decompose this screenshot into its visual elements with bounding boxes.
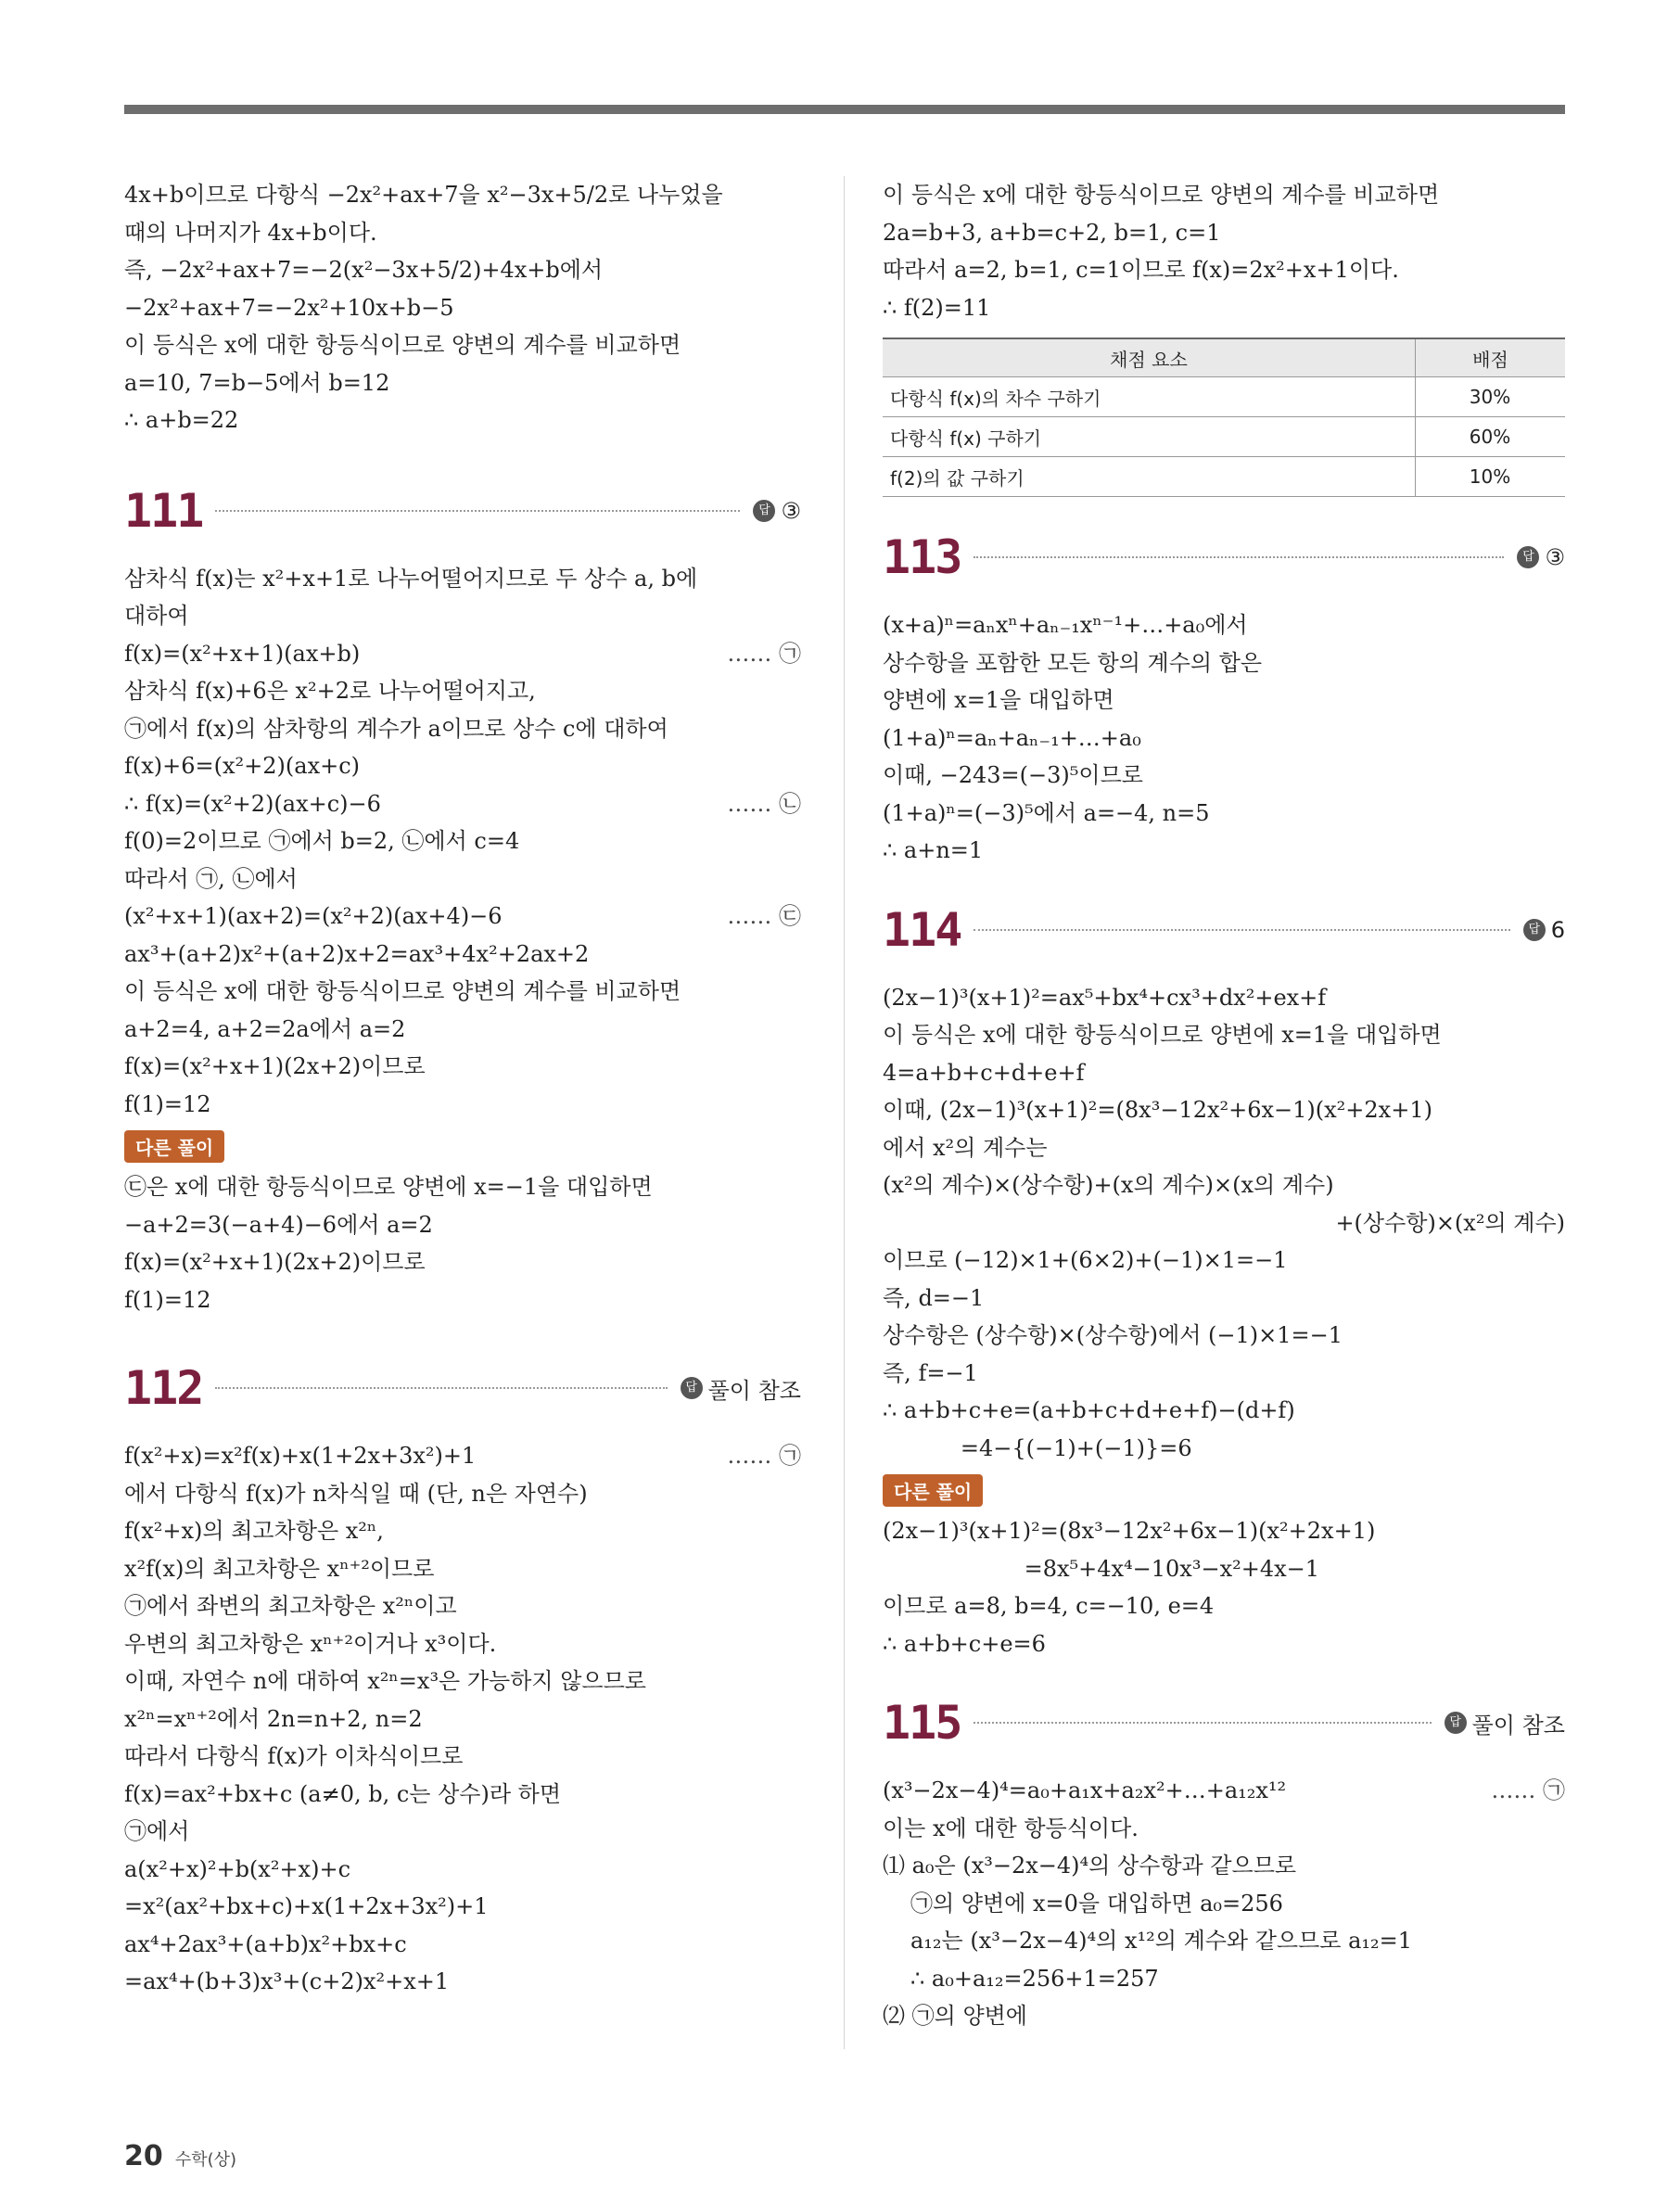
text-line: +(상수항)×(x²의 계수) [1335, 1209, 1565, 1236]
intro-solution [124, 176, 801, 439]
equation-marker: …… ㉢ [727, 903, 801, 929]
table-cell: 10% [1416, 457, 1566, 497]
table-cell: f(2)의 값 구하기 [883, 457, 1416, 497]
text-line: a(x²+x)²+b(x²+x)+c [124, 1855, 351, 1882]
equation-line [124, 785, 801, 823]
text-line: ax³+(a+2)x²+(a+2)x+2=ax³+4x²+2ax+2 [124, 940, 590, 967]
text-line: (x²의 계수)×(상수항)+(x의 계수)×(x의 계수) [883, 1172, 1334, 1198]
problem-number: 113 [883, 530, 961, 584]
problem-header-114 [883, 898, 1565, 962]
equation: f(x)=(x²+x+1)(ax+b) [124, 640, 361, 667]
equation: (x²+x+1)(ax+2)=(x²+2)(ax+4)−6 [124, 903, 503, 929]
text-line: 이 등식은 x에 대한 항등식이므로 양변에 x=1을 대입하면 [883, 1022, 1442, 1048]
text-line: a=10, 7=b−5에서 b=12 [124, 369, 390, 396]
solution-114 [883, 979, 1565, 1663]
answer-label [1517, 544, 1565, 570]
text-line: 대하여 [124, 603, 189, 629]
table-row [883, 377, 1565, 417]
answer-label [1523, 917, 1565, 943]
right-column [883, 176, 1565, 2035]
text-line: =ax⁴+(b+3)x³+(c+2)x²+x+1 [124, 1968, 450, 1994]
alt-solution-badge: 다른 풀이 [124, 1130, 224, 1163]
dotted-leader [974, 1722, 1431, 1724]
equation: f(x²+x)=x²f(x)+x(1+2x+3x²)+1 [124, 1443, 477, 1469]
answer-icon: 답 [1517, 546, 1539, 568]
text-line: (2x−1)³(x+1)²=ax⁵+bx⁴+cx³+dx²+ex+f [883, 984, 1327, 1011]
text-line: a+2=4, a+2=2a에서 a=2 [124, 1015, 406, 1042]
table-row [883, 457, 1565, 497]
solution-115 [883, 1772, 1565, 2035]
text-line: f(0)=2이므로 ㉠에서 b=2, ㉡에서 c=4 [124, 828, 520, 854]
text-line: f(x²+x)의 최고차항은 x²ⁿ, [124, 1518, 384, 1544]
text-line: ∴ a+b+c+e=(a+b+c+d+e+f)−(d+f) [883, 1397, 1295, 1423]
text-line: f(x)=ax²+bx+c (a≠0, b, c는 상수)라 하면 [124, 1780, 562, 1807]
text-line: ∴ f(2)=11 [883, 294, 991, 321]
dotted-leader [974, 556, 1504, 558]
text-line: 4x+b이므로 다항식 −2x²+ax+7을 x²−3x+5/2로 나누었을 [124, 182, 723, 208]
solution-112 [124, 1437, 801, 2001]
scoring-table [883, 338, 1565, 497]
table-cell: 다항식 f(x) 구하기 [883, 417, 1416, 457]
text-line: 에서 x²의 계수는 [883, 1134, 1048, 1161]
text-line: ㉠에서 f(x)의 삼차항의 계수가 a이므로 상수 c에 대하여 [124, 715, 668, 742]
text-line: x²ⁿ=xⁿ⁺²에서 2n=n+2, n=2 [124, 1705, 423, 1732]
problem-number: 112 [124, 1361, 203, 1415]
text-line: 상수항은 (상수항)×(상수항)에서 (−1)×1=−1 [883, 1322, 1343, 1348]
column-divider [844, 176, 845, 2049]
book-title: 수학(상) [174, 2150, 237, 2170]
answer-value: 풀이 참조 [1471, 1712, 1565, 1739]
problem-header-115 [883, 1690, 1565, 1755]
text-line: f(x)=(x²+x+1)(2x+2)이므로 [124, 1053, 426, 1079]
text-line: x²f(x)의 최고차항은 xⁿ⁺²이므로 [124, 1555, 435, 1582]
text-line: −2x²+ax+7=−2x²+10x+b−5 [124, 294, 454, 321]
text-line: 즉, −2x²+ax+7=−2(x²−3x+5/2)+4x+b에서 [124, 257, 604, 283]
answer-value: ③ [781, 497, 801, 524]
text-line: 따라서 다항식 f(x)가 이차식이므로 [124, 1743, 464, 1769]
text-line: =x²(ax²+bx+c)+x(1+2x+3x²)+1 [124, 1893, 489, 1919]
text-line: 삼차식 f(x)는 x²+x+1로 나누어떨어지므로 두 상수 a, b에 [124, 565, 698, 592]
text-line: (1+a)ⁿ=aₙ+aₙ₋₁+…+a₀ [883, 724, 1141, 751]
text-line: ㉠의 양변에 x=0을 대입하면 a₀=256 [910, 1890, 1283, 1917]
table-cell: 30% [1416, 377, 1566, 417]
equation-marker: …… ㉠ [1491, 1777, 1565, 1803]
text-line: f(1)=12 [124, 1090, 211, 1117]
equation-marker: …… ㉡ [727, 790, 801, 817]
text-line: 양변에 x=1을 대입하면 [883, 687, 1114, 713]
text-line: 이는 x에 대한 항등식이다. [883, 1815, 1139, 1841]
text-line: ∴ a+n=1 [883, 837, 984, 863]
answer-value: ③ [1545, 544, 1565, 570]
table-header: 배점 [1416, 338, 1566, 377]
text-line: a₁₂는 (x³−2x−4)⁴의 x¹²의 계수와 같으므로 a₁₂=1 [910, 1928, 1413, 1954]
table-cell: 60% [1416, 417, 1566, 457]
text-line: 우변의 최고차항은 xⁿ⁺²이거나 x³이다. [124, 1630, 497, 1657]
text-line: (x+a)ⁿ=aₙxⁿ+aₙ₋₁xⁿ⁻¹+…+a₀에서 [883, 612, 1248, 638]
answer-label [681, 1372, 801, 1405]
text-line: 이때, 자연수 n에 대하여 x²ⁿ=x³은 가능하지 않으므로 [124, 1668, 646, 1694]
equation: (x³−2x−4)⁴=a₀+a₁x+a₂x²+…+a₁₂x¹² [883, 1777, 1287, 1803]
text-line: ㉠에서 좌변의 최고차항은 x²ⁿ이고 [124, 1593, 457, 1619]
equation-line [124, 898, 801, 936]
text-line: 이 등식은 x에 대한 항등식이므로 양변의 계수를 비교하면 [124, 332, 681, 358]
dotted-leader [215, 1387, 667, 1389]
problem-header-111 [124, 478, 801, 543]
equation-line [883, 1772, 1565, 1810]
text-line: 따라서 ㉠, ㉡에서 [124, 865, 298, 892]
equation-line [124, 1437, 801, 1475]
answer-icon: 답 [681, 1377, 703, 1399]
text-line: ∴ a+b=22 [124, 407, 239, 433]
answer-icon: 답 [1523, 919, 1546, 941]
answer-icon: 답 [753, 500, 775, 522]
text-line: 에서 다항식 f(x)가 n차식일 때 (단, n은 자연수) [124, 1480, 588, 1507]
text-line: 즉, f=−1 [883, 1359, 978, 1386]
text-line: 이므로 (−12)×1+(6×2)+(−1)×1=−1 [883, 1247, 1288, 1273]
equation: ∴ f(x)=(x²+2)(ax+c)−6 [124, 790, 381, 817]
text-line: 이때, (2x−1)³(x+1)²=(8x³−12x²+6x−1)(x²+2x+1) [883, 1097, 1432, 1123]
table-row [883, 417, 1565, 457]
solution-113 [883, 606, 1565, 870]
text-line: 이므로 a=8, b=4, c=−10, e=4 [883, 1593, 1215, 1619]
problem-number: 114 [883, 902, 961, 957]
text-line: ⑵ ㉠의 양변에 [883, 2003, 1027, 2029]
text-line: =4−{(−1)+(−1)}=6 [883, 1434, 1192, 1461]
text-line: 이 등식은 x에 대한 항등식이므로 양변의 계수를 비교하면 [883, 182, 1440, 208]
equation-marker: …… ㉠ [727, 1443, 801, 1469]
text-line: 따라서 a=2, b=1, c=1이므로 f(x)=2x²+x+1이다. [883, 257, 1399, 283]
text-line: ax⁴+2ax³+(a+b)x²+bx+c [124, 1930, 407, 1957]
answer-value: 풀이 참조 [707, 1377, 801, 1404]
text-line: =8x⁵+4x⁴−10x³−x²+4x−1 [883, 1555, 1320, 1582]
text-line: (1+a)ⁿ=(−3)⁵에서 a=−4, n=5 [883, 799, 1210, 826]
answer-value: 6 [1550, 916, 1565, 943]
text-line: 상수항을 포함한 모든 항의 계수의 합은 [883, 649, 1263, 676]
table-header: 채점 요소 [883, 338, 1416, 377]
solution-111 [124, 560, 801, 1319]
left-column [124, 176, 801, 2001]
equation-line [124, 635, 801, 673]
answer-label [753, 498, 801, 524]
text-line: ∴ a₀+a₁₂=256+1=257 [910, 1965, 1159, 1992]
text-line: (2x−1)³(x+1)²=(8x³−12x²+6x−1)(x²+2x+1) [883, 1518, 1376, 1544]
alt-solution-badge: 다른 풀이 [883, 1474, 983, 1507]
text-line: 삼차식 f(x)+6은 x²+2로 나누어떨어지고, [124, 678, 536, 704]
problem-header-112 [124, 1356, 801, 1420]
text-line: f(x)=(x²+x+1)(2x+2)이므로 [124, 1249, 426, 1275]
dotted-leader [215, 510, 740, 512]
text-line: 2a=b+3, a+b=c+2, b=1, c=1 [883, 219, 1221, 246]
continued-solution [883, 176, 1565, 326]
text-line: 즉, d=−1 [883, 1284, 985, 1311]
text-line: 때의 나머지가 4x+b이다. [124, 219, 377, 246]
text-line: ㉠에서 [124, 1818, 190, 1844]
problem-header-113 [883, 525, 1565, 590]
page-footer [124, 2140, 236, 2172]
text-line: f(1)=12 [124, 1286, 211, 1313]
text-line: 이 등식은 x에 대한 항등식이므로 양변의 계수를 비교하면 [124, 978, 681, 1004]
page-number: 20 [124, 2140, 163, 2172]
dotted-leader [974, 929, 1509, 931]
text-line: 이때, −243=(−3)⁵이므로 [883, 762, 1143, 788]
table-cell: 다항식 f(x)의 차수 구하기 [883, 377, 1416, 417]
text-line: −a+2=3(−a+4)−6에서 a=2 [124, 1211, 433, 1238]
problem-number: 111 [124, 483, 203, 538]
top-rule [124, 105, 1565, 114]
answer-icon: 답 [1445, 1712, 1467, 1734]
problem-number: 115 [883, 1696, 961, 1750]
equation-marker: …… ㉠ [727, 640, 801, 667]
text-line: 4=a+b+c+d+e+f [883, 1059, 1085, 1086]
text-line: ㉢은 x에 대한 항등식이므로 양변에 x=−1을 대입하면 [124, 1174, 653, 1200]
text-line: ∴ a+b+c+e=6 [883, 1630, 1046, 1657]
text-line: ⑴ a₀은 (x³−2x−4)⁴의 상수항과 같으므로 [883, 1853, 1297, 1879]
text-line: f(x)+6=(x²+2)(ax+c) [124, 753, 361, 779]
answer-label [1445, 1707, 1565, 1739]
